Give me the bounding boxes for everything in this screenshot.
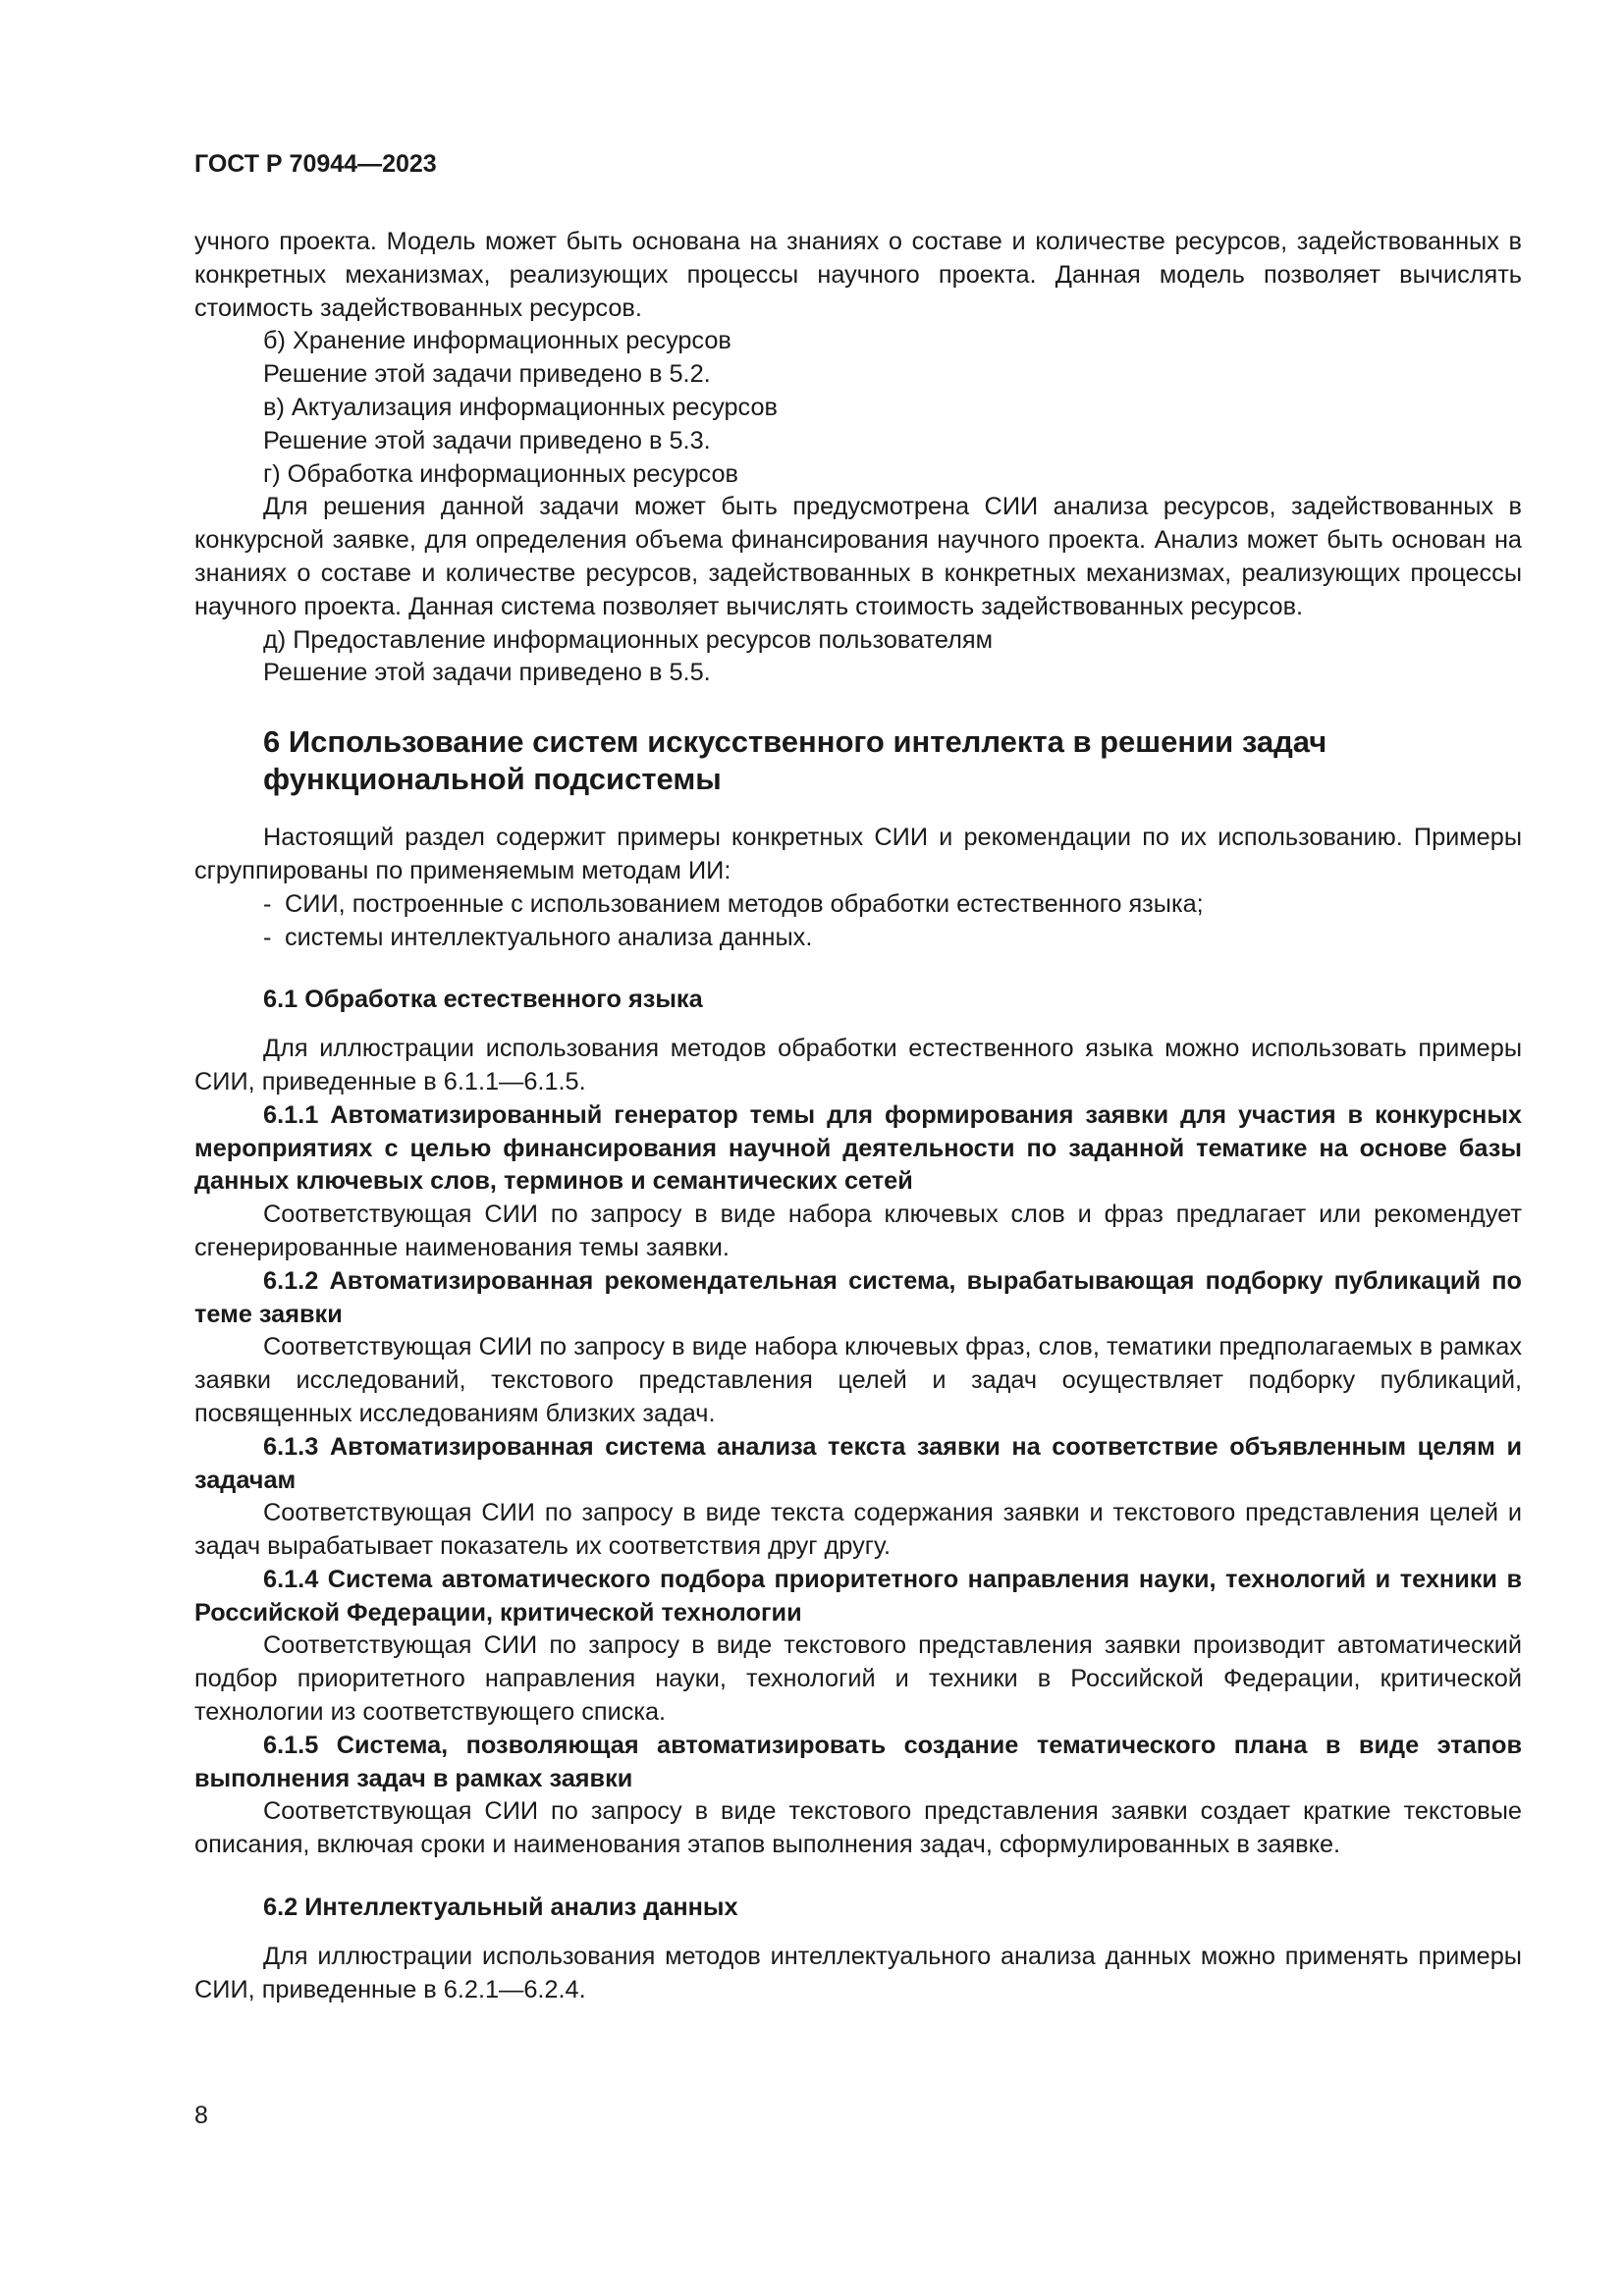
subsection-6-1-3-heading: 6.1.3 Автоматизированная система анализа текста заявки на соответствие объявленным целям и задачам [194,1432,1522,1494]
standard-header: ГОСТ Р 70944—2023 [194,150,437,178]
subsection-6-1-1-heading: 6.1.1 Автоматизированный генератор темы для формирования заявки для участия в конкурсных мероприятиях с целью финансирования научной деятельности по заданной тематике на основе базы данных ключевых слов, терминов и семантических сетей [194,1100,1522,1196]
section-6-2-intro: Для иллюстрации использования методов интеллектуального анализа данных можно применять примеры СИИ, приведенные в 6.2.1—6.2.4. [194,1942,1522,2003]
subsection-6-1-3-text: Соответствующая СИИ по запросу в виде текста содержания заявки и текстового представления целей и задач вырабатывает показатель их соответствия друг другу. [194,1499,1522,1561]
section-6-1-heading: 6.1 Обработка естественного языка [263,986,703,1014]
list-item-v: в) Актуализация информационных ресурсов [263,393,778,421]
section-6-1-intro: Для иллюстрации использования методов обработки естественного языка можно использовать примеры СИИ, приведенные в 6.1.1—6.1.5. [194,1035,1522,1095]
paragraph-continuation: учного проекта. Модель может быть основана на знаниях о составе и количестве ресурсов, задействованных в конкретных механизмах, реализующих процессы научного проекта. Данная модель позволяет вычислять стоимость задействованных ресурсов. [194,228,1522,322]
section-6-intro: Настоящий раздел содержит примеры конкретных СИИ и рекомендации по их использованию. Примеры сгруппированы по применяемым методам ИИ: [194,824,1522,884]
solution-ref-v: Решение этой задачи приведено в 5.3. [263,426,711,454]
list-item-d: д) Предоставление информационных ресурсов пользователям [263,625,993,654]
paragraph-item-g: Для решения данной задачи может быть предусмотрена СИИ анализа ресурсов, задействованных в конкурсной заявке, для определения объема финансирования научного проекта. Анализ может быть основан на знаниях о составе и количестве ресурсов, задействованных в конкретных механизмах, реализующих процессы научного проекта. Данная система позволяет вычислять стоимость задействованных ресурсов. [194,493,1522,620]
subsection-6-1-1-text: Соответствующая СИИ по запросу в виде набора ключевых слов и фраз предлагает или рекомендует сгенерированные наименования темы заявки. [194,1201,1522,1261]
subsection-6-1-5-text: Соответствующая СИИ по запросу в виде текстового представления заявки создает краткие текстовые описания, включая сроки и наименования этапов выполнения задач, сформулированных в заявке. [194,1797,1522,1859]
subsection-6-1-5-heading: 6.1.5 Система, позволяющая автоматизировать создание тематического плана в виде этапов выполнения задач в рамках заявки [194,1731,1522,1792]
subsection-6-1-2-text: Соответствующая СИИ по запросу в виде набора ключевых фраз, слов, тематики предполагаемых в рамках заявки исследований, текстового представления целей и задач осуществляет подборку публикаций, посвященных исследованиям близких задач. [194,1333,1522,1427]
list-item-b: б) Хранение информационных ресурсов [263,327,731,355]
subsection-6-1-4-text: Соответствующая СИИ по запросу в виде текстового представления заявки производит автоматический подбор приоритетного направления науки, технологий и техники в Российской Федерации, критической технологии из соответствующего списка. [194,1631,1522,1727]
section-6-heading: 6 Использование систем искусственного интеллекта в решении задач функциональной подсистемы [263,724,1327,797]
page-body [194,226,1522,2006]
solution-ref-b: Решение этой задачи приведено в 5.2. [263,360,711,389]
subsection-6-1-4-heading: 6.1.4 Система автоматического подбора приоритетного направления науки, технологий и техники в Российской Федерации, критической технологии [194,1565,1522,1627]
section-6-list-item: - системы интеллектуального анализа данных. [263,923,813,951]
section-6-2-heading: 6.2 Интеллектуальный анализ данных [263,1894,738,1922]
solution-ref-d: Решение этой задачи приведено в 5.5. [263,659,711,687]
page-number: 8 [194,2102,208,2129]
subsection-6-1-2-heading: 6.1.2 Автоматизированная рекомендательная система, вырабатывающая подборку публикаций по теме заявки [194,1266,1522,1328]
list-item-g: г) Обработка информационных ресурсов [263,459,738,488]
section-6-list-item: - СИИ, построенные с использованием методов обработки естественного языка; [263,889,1204,918]
